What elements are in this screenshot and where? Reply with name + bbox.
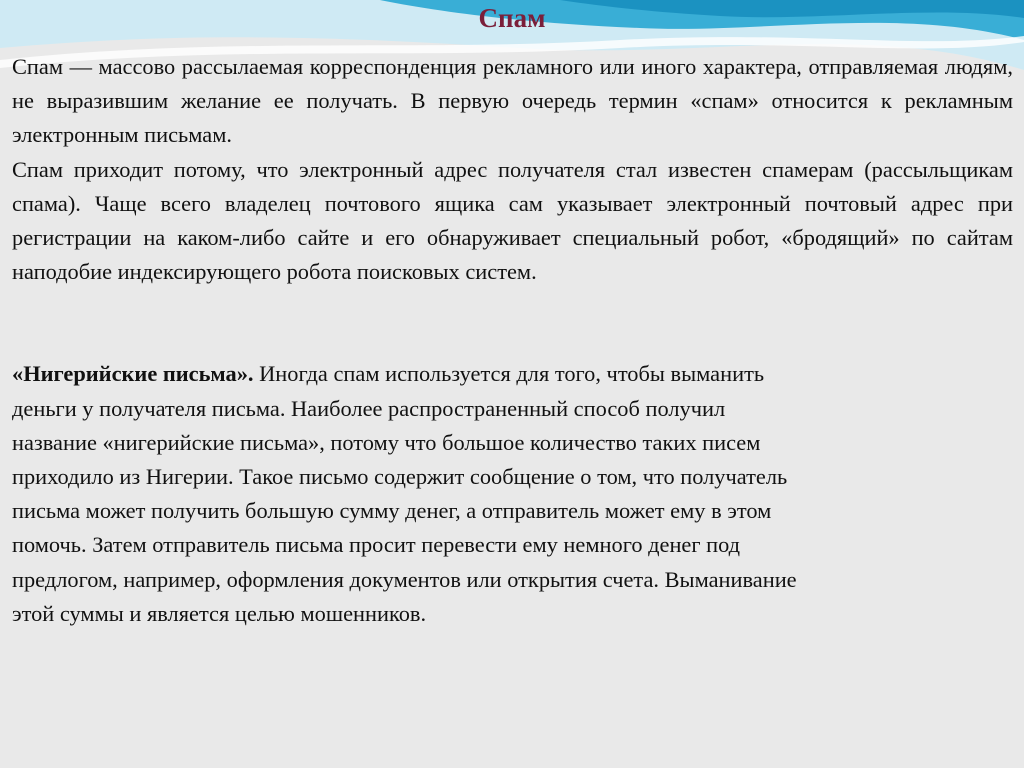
nigerian-line: приходило из Нигерии. Такое письмо содержит сообщение о том, что получатель [12, 464, 788, 490]
nigerian-line: этой суммы и является целью мошенников. [12, 600, 427, 626]
slide-content [12, 50, 1013, 631]
nigerian-line: Иногда спам используется для того, чтобы выманить [253, 361, 765, 387]
nigerian-line: письма может получить большую сумму денег, а отправитель может ему в этом [12, 498, 772, 524]
paragraph-cause: Спам приходит потому, что электронный адрес получателя стал известен спамерам (рассыльщикам спама). Чаще всего владелец почтового ящика сам указывает электронный почтовый адрес при регистрации на каком-либо сайте и его обнаруживает специальный робот, «бродящий» по сайтам наподобие индексирующего робота поисковых систем. [12, 156, 1013, 285]
nigerian-line: помочь. Затем отправитель письма просит перевести ему немного денег под [12, 532, 741, 558]
nigerian-lead: «Нигерийские письма». [12, 361, 254, 387]
nigerian-line: предлогом, например, оформления документов или открытия счета. Выманивание [12, 566, 797, 592]
paragraph-spacer [12, 289, 1013, 357]
slide-title: Спам [478, 3, 546, 33]
paragraph-definition: Спам — массово рассылаемая корреспонденция рекламного или иного характера, отправляемая людям, не выразившим желание ее получать. В первую очередь термин «спам» относится к рекламным электронным письмам. [12, 54, 1013, 148]
nigerian-line: деньги у получателя письма. Наиболее распространенный способ получил [12, 395, 726, 421]
nigerian-line: название «нигерийские письма», потому что большое количество таких писем [12, 429, 761, 455]
paragraph-nigerian-letters [12, 357, 1013, 631]
